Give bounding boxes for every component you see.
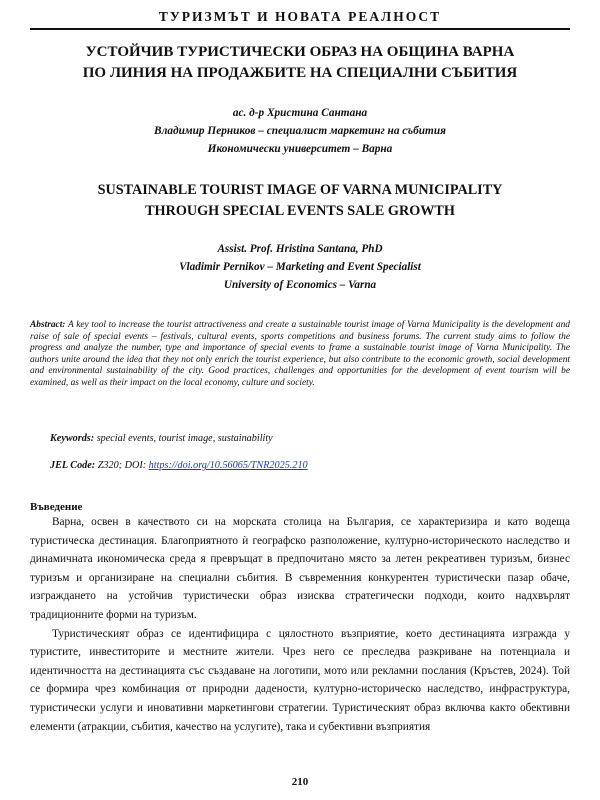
body-text (30, 513, 570, 736)
paragraph: Варна, освен в качеството си на морската столица на България, се характеризира и като водеща туристическа дестинация. Благоприятното ѝ географско разположение, културно-историческото наследство и динамичната икономическа среда я превръщат в предпочитано място за летен рекреативен туризъм, бизнес туризъм и организиране на специални събития. В съвременния конкурентен туристически пазар обаче, изграждането на устойчив туристически образ изисква стратегически подходи, които надхвърлят традиционните форми на туризъм. (30, 516, 570, 621)
abstract-text: A key tool to increase the tourist attractiveness and create a sustainable tourist image of Varna Municipality is the development and raise of sale of special events – festivals, cultural events, sports competitions and business forums. The current study aims to follow the progress and analyze the number, type and importance of special events to frame a sustainable tourist image of Varna Municipality. The authors unite around the idea that they not only enrich the tourist experience, but also contribute to the economic growth, social development and environmental sustainability of the city. Good practices, challenges and opportunities for the development of event tourism will be examined, as well as their impact on the local economy, culture and society. (30, 320, 570, 388)
authors-bulgarian (30, 104, 570, 158)
doi-link[interactable]: https://doi.org/10.56065/TNR2025.210 (148, 460, 308, 471)
author-bg-2: Владимир Перников – специалист маркетинг на събития (154, 125, 446, 137)
author-en-2: Vladimir Pernikov – Marketing and Event Specialist (179, 261, 421, 273)
title-bg-line-2: ПО ЛИНИЯ НА ПРОДАЖБИТЕ НА СПЕЦИАЛНИ СЪБИТИЯ (82, 65, 518, 81)
abstract (30, 320, 570, 390)
keywords (50, 432, 570, 445)
title-en-line-2: THROUGH SPECIAL EVENTS SALE GROWTH (145, 203, 455, 219)
author-bg-1: ас. д-р Христина Сантана (232, 107, 368, 119)
jel-code (50, 459, 570, 472)
affiliation-en: University of Economics – Varna (223, 279, 377, 291)
paragraph: Туристическият образ се идентифицира с цялостното възприятие, което дестинацията изгражда у туристите, инвеститорите и местните жители. Чрез него се преследва разкриване на потенциала и идентичността на дестинацията със създаване на логотипи, мото или рекламни послания (Кръстев, 2024). Той се формира чрез комбинация от природни дадености, културно-историческо наследство, инфраструктура, туристически услуги и иновативни маркетингови стратегии. Туристическият образ включва както обективни елементи (атракции, събития, качество на услугите), така и субективни възприятия (30, 627, 570, 733)
affiliation-bg: Икономически университет – Варна (207, 143, 393, 155)
page-number: 210 (291, 776, 309, 788)
title-en-line-1: SUSTAINABLE TOURIST IMAGE OF VARNA MUNICIPALITY (97, 182, 503, 198)
running-title: ТУРИЗМЪТ И НОВАТА РЕАЛНОСТ (158, 9, 442, 24)
paper-title-bulgarian (30, 42, 570, 84)
abstract-label: Abstract: (30, 320, 66, 330)
running-header (30, 6, 570, 30)
paper-title-english (30, 180, 570, 222)
keywords-label: Keywords: (50, 433, 95, 444)
author-en-1: Assist. Prof. Hristina Santana, PhD (217, 243, 383, 255)
jel-text: Z320; DOI: (95, 460, 149, 471)
title-bg-line-1: УСТОЙЧИВ ТУРИСТИЧЕСКИ ОБРАЗ НА ОБЩИНА ВАРНА (85, 44, 515, 60)
keywords-text: special events, tourist image, sustainability (94, 433, 273, 444)
section-heading: Въведение (30, 501, 83, 513)
jel-label: JEL Code: (50, 460, 96, 471)
authors-english (30, 240, 570, 294)
